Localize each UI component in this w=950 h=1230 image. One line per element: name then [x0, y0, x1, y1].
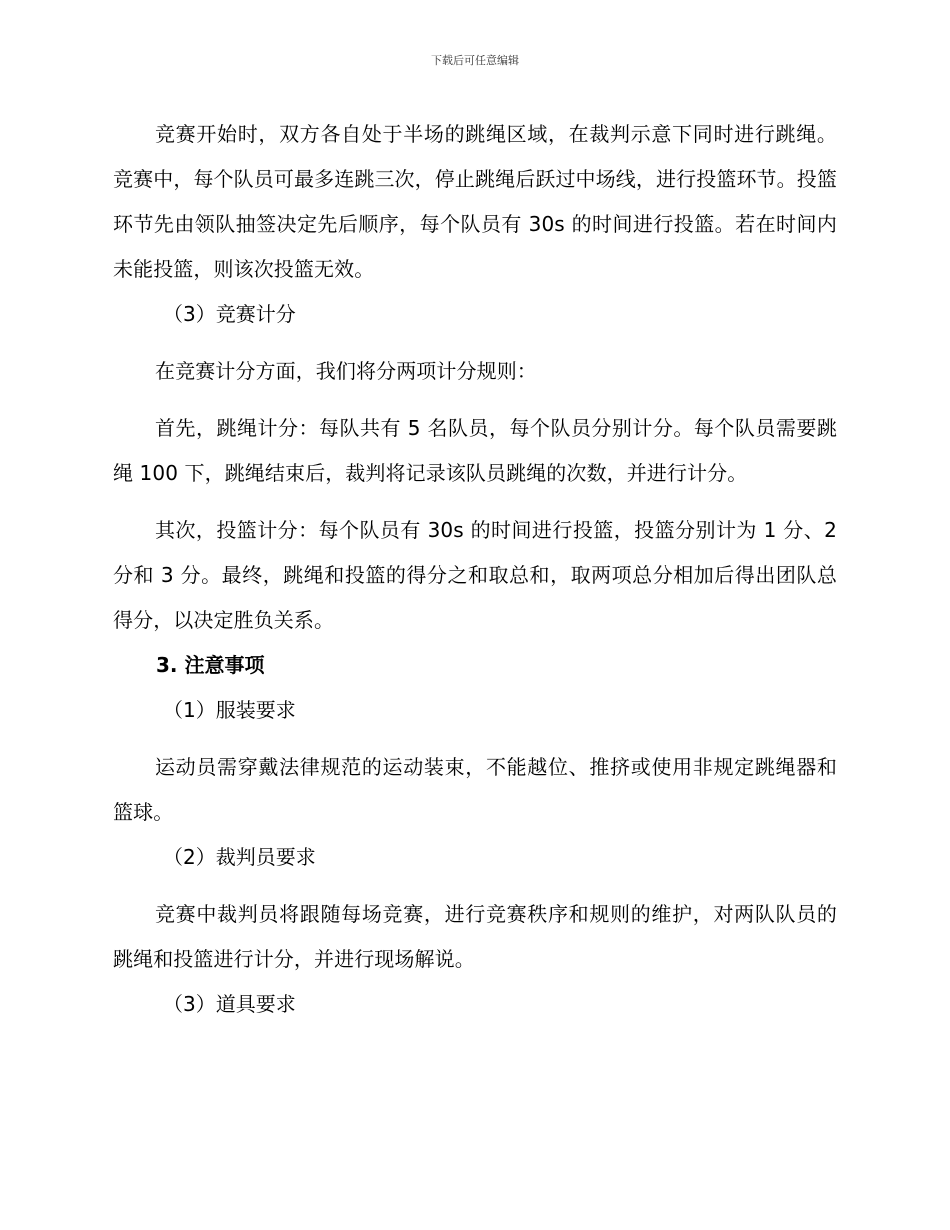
document-body [113, 112, 837, 1027]
subheading-clothing: （1）服装要求 [163, 698, 296, 722]
subheading-equipment: （3）道具要求 [163, 992, 296, 1016]
paragraph-match-start: 竞赛开始时，双方各自处于半场的跳绳区域，在裁判示意下同时进行跳绳。竞赛中，每个队员可最多连跳三次，停止跳绳后跃过中场线，进行投篮环节。投篮环节先由领队抽签决定先后顺序，每个队员有 30s 的时间进行投篮。若在时间内未能投篮，则该次投篮无效。 [113, 122, 837, 281]
subheading-scoring: （3）竞赛计分 [163, 302, 296, 326]
section-heading-notes: 3. 注意事项 [156, 653, 265, 677]
paragraph-scoring-intro: 在竞赛计分方面，我们将分两项计分规则： [155, 359, 537, 383]
paragraph-rope-scoring: 首先，跳绳计分：每队共有 5 名队员，每个队员分别计分。每个队员需要跳绳 100 下，跳绳结束后，裁判将记录该队员跳绳的次数，并进行计分。 [113, 416, 837, 485]
paragraph-referee: 竞赛中裁判员将跟随每场竞赛，进行竞赛秩序和规则的维护，对两队队员的跳绳和投篮进行计分，并进行现场解说。 [113, 902, 837, 971]
page-header: 下载后可任意编辑 [431, 54, 519, 67]
paragraph-shooting-scoring: 其次，投篮计分：每个队员有 30s 的时间进行投篮，投篮分别计为 1 分、2 分和 3 分。最终，跳绳和投篮的得分之和取总和，取两项总分相加后得出团队总得分，以决定胜负关系。 [113, 518, 837, 632]
subheading-referee: （2）裁判员要求 [163, 845, 316, 869]
paragraph-clothing: 运动员需穿戴法律规范的运动装束，不能越位、推挤或使用非规定跳绳器和篮球。 [113, 755, 837, 824]
